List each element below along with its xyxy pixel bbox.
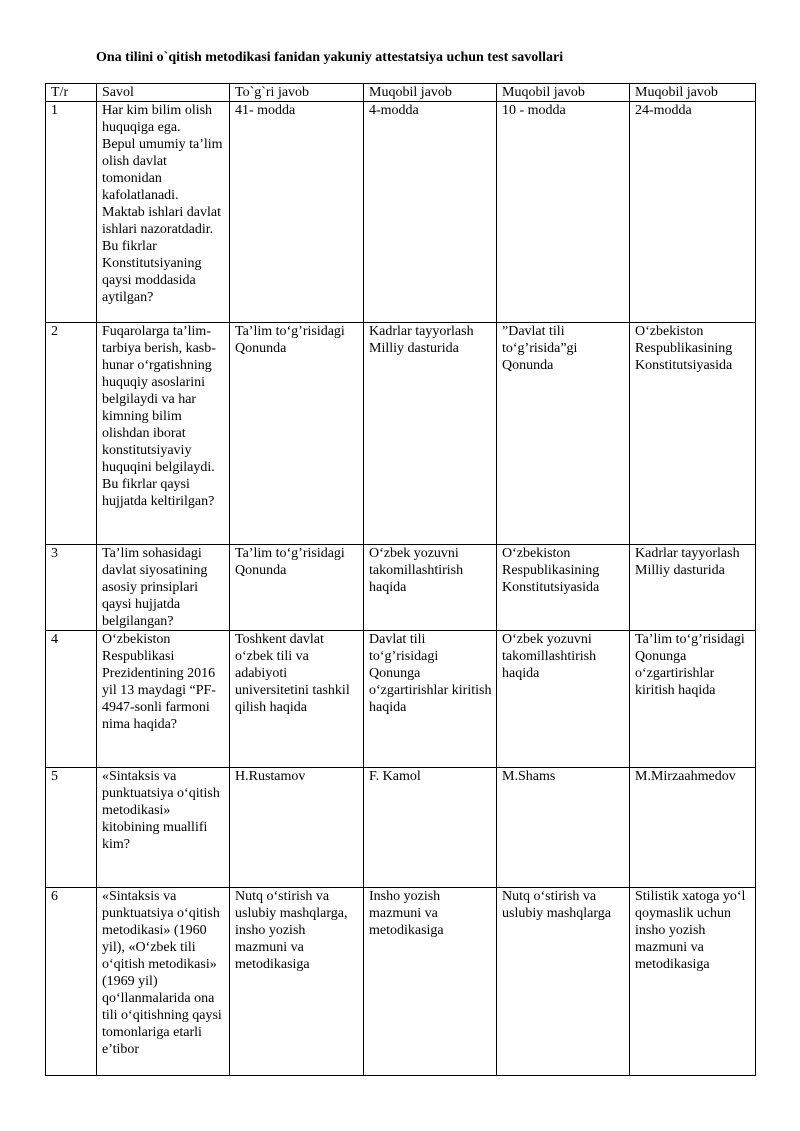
alternative-answer-cell: O‘zbek yozuvni takomillashtirish haqida bbox=[364, 545, 497, 631]
header-alternative-answer-1: Muqobil javob bbox=[364, 84, 497, 102]
correct-answer-cell: Nutq o‘stirish va uslubiy mashqlarga, insho yozish mazmuni va metodikasiga bbox=[230, 888, 364, 1076]
alternative-answer-cell: 24-modda bbox=[630, 102, 756, 323]
header-alternative-answer-3: Muqobil javob bbox=[630, 84, 756, 102]
question-cell: Ta’lim sohasidagi davlat siyosatining asosiy prinsiplari qaysi hujjatda belgilangan? bbox=[97, 545, 230, 631]
question-cell: «Sintaksis va punktuatsiya o‘qitish metodikasi» kitobining muallifi kim? bbox=[97, 768, 230, 888]
alternative-answer-cell: Insho yozish mazmuni va metodikasiga bbox=[364, 888, 497, 1076]
alternative-answer-cell: 10 - modda bbox=[497, 102, 630, 323]
table-row bbox=[46, 545, 756, 631]
header-number: T/r bbox=[46, 84, 97, 102]
row-number: 5 bbox=[46, 768, 97, 888]
alternative-answer-cell: O‘zbek yozuvni takomillashtirish haqida bbox=[497, 631, 630, 768]
test-questions-table bbox=[45, 83, 756, 1076]
header-correct-answer: To`g`ri javob bbox=[230, 84, 364, 102]
alternative-answer-cell: 4-modda bbox=[364, 102, 497, 323]
alternative-answer-cell: Stilistik xatoga yo‘l qoymaslik uchun insho yozish mazmuni va metodikasiga bbox=[630, 888, 756, 1076]
row-number: 6 bbox=[46, 888, 97, 1076]
alternative-answer-cell: Kadrlar tayyorlash Milliy dasturida bbox=[630, 545, 756, 631]
correct-answer-cell: Toshkent davlat o‘zbek tili va adabiyoti universitetini tashkil qilish haqida bbox=[230, 631, 364, 768]
table-row bbox=[46, 888, 756, 1076]
table-row bbox=[46, 768, 756, 888]
row-number: 2 bbox=[46, 323, 97, 545]
question-cell: O‘zbekiston Respublikasi Prezidentining 2016 yil 13 maydagi “PF-4947-sonli farmoni nima haqida? bbox=[97, 631, 230, 768]
table-header-row bbox=[46, 84, 756, 102]
question-cell: Har kim bilim olish huquqiga ega. Bepul umumiy ta’lim olish davlat tomonidan kafolatlanadi. Maktab ishlari davlat ishlari nazoratdadir. Bu fikrlar Konstitutsiyaning qaysi moddasida aytilgan? bbox=[97, 102, 230, 323]
alternative-answer-cell: ”Davlat tili to‘g’risida”gi Qonunda bbox=[497, 323, 630, 545]
table-row bbox=[46, 631, 756, 768]
correct-answer-cell: Ta’lim to‘g’risidagi Qonunda bbox=[230, 545, 364, 631]
correct-answer-cell: Ta’lim to‘g’risidagi Qonunda bbox=[230, 323, 364, 545]
header-question: Savol bbox=[97, 84, 230, 102]
alternative-answer-cell: M.Mirzaahmedov bbox=[630, 768, 756, 888]
alternative-answer-cell: Davlat tili to‘g’risidagi Qonunga o‘zgartirishlar kiritish haqida bbox=[364, 631, 497, 768]
row-number: 1 bbox=[46, 102, 97, 323]
alternative-answer-cell: Nutq o‘stirish va uslubiy mashqlarga bbox=[497, 888, 630, 1076]
alternative-answer-cell: O‘zbekiston Respublikasining Konstitutsiyasida bbox=[497, 545, 630, 631]
header-alternative-answer-2: Muqobil javob bbox=[497, 84, 630, 102]
alternative-answer-cell: Kadrlar tayyorlash Milliy dasturida bbox=[364, 323, 497, 545]
row-number: 4 bbox=[46, 631, 97, 768]
question-cell: «Sintaksis va punktuatsiya o‘qitish metodikasi» (1960 yil), «O‘zbek tili o‘qitish metodikasi» (1969 yil) qo‘llanmalarida ona tili o‘qitishning qaysi tomonlariga etarli e’tibor bbox=[97, 888, 230, 1076]
table-row bbox=[46, 323, 756, 545]
table-row bbox=[46, 102, 756, 323]
question-cell: Fuqarolarga ta’lim-tarbiya berish, kasb-hunar o‘rgatishning huquqiy asoslarini belgilaydi va har kimning bilim olishdan iborat konstitutsiyaviy huquqini belgilaydi. Bu fikrlar qaysi hujjatda keltirilgan? bbox=[97, 323, 230, 545]
correct-answer-cell: 41- modda bbox=[230, 102, 364, 323]
alternative-answer-cell: M.Shams bbox=[497, 768, 630, 888]
alternative-answer-cell: O‘zbekiston Respublikasining Konstitutsiyasida bbox=[630, 323, 756, 545]
alternative-answer-cell: Ta’lim to‘g’risidagi Qonunga o‘zgartirishlar kiritish haqida bbox=[630, 631, 756, 768]
correct-answer-cell: H.Rustamov bbox=[230, 768, 364, 888]
page-title: Ona tilini o`qitish metodikasi fanidan yakuniy attestatsiya uchun test savollari bbox=[96, 50, 564, 65]
alternative-answer-cell: F. Kamol bbox=[364, 768, 497, 888]
row-number: 3 bbox=[46, 545, 97, 631]
